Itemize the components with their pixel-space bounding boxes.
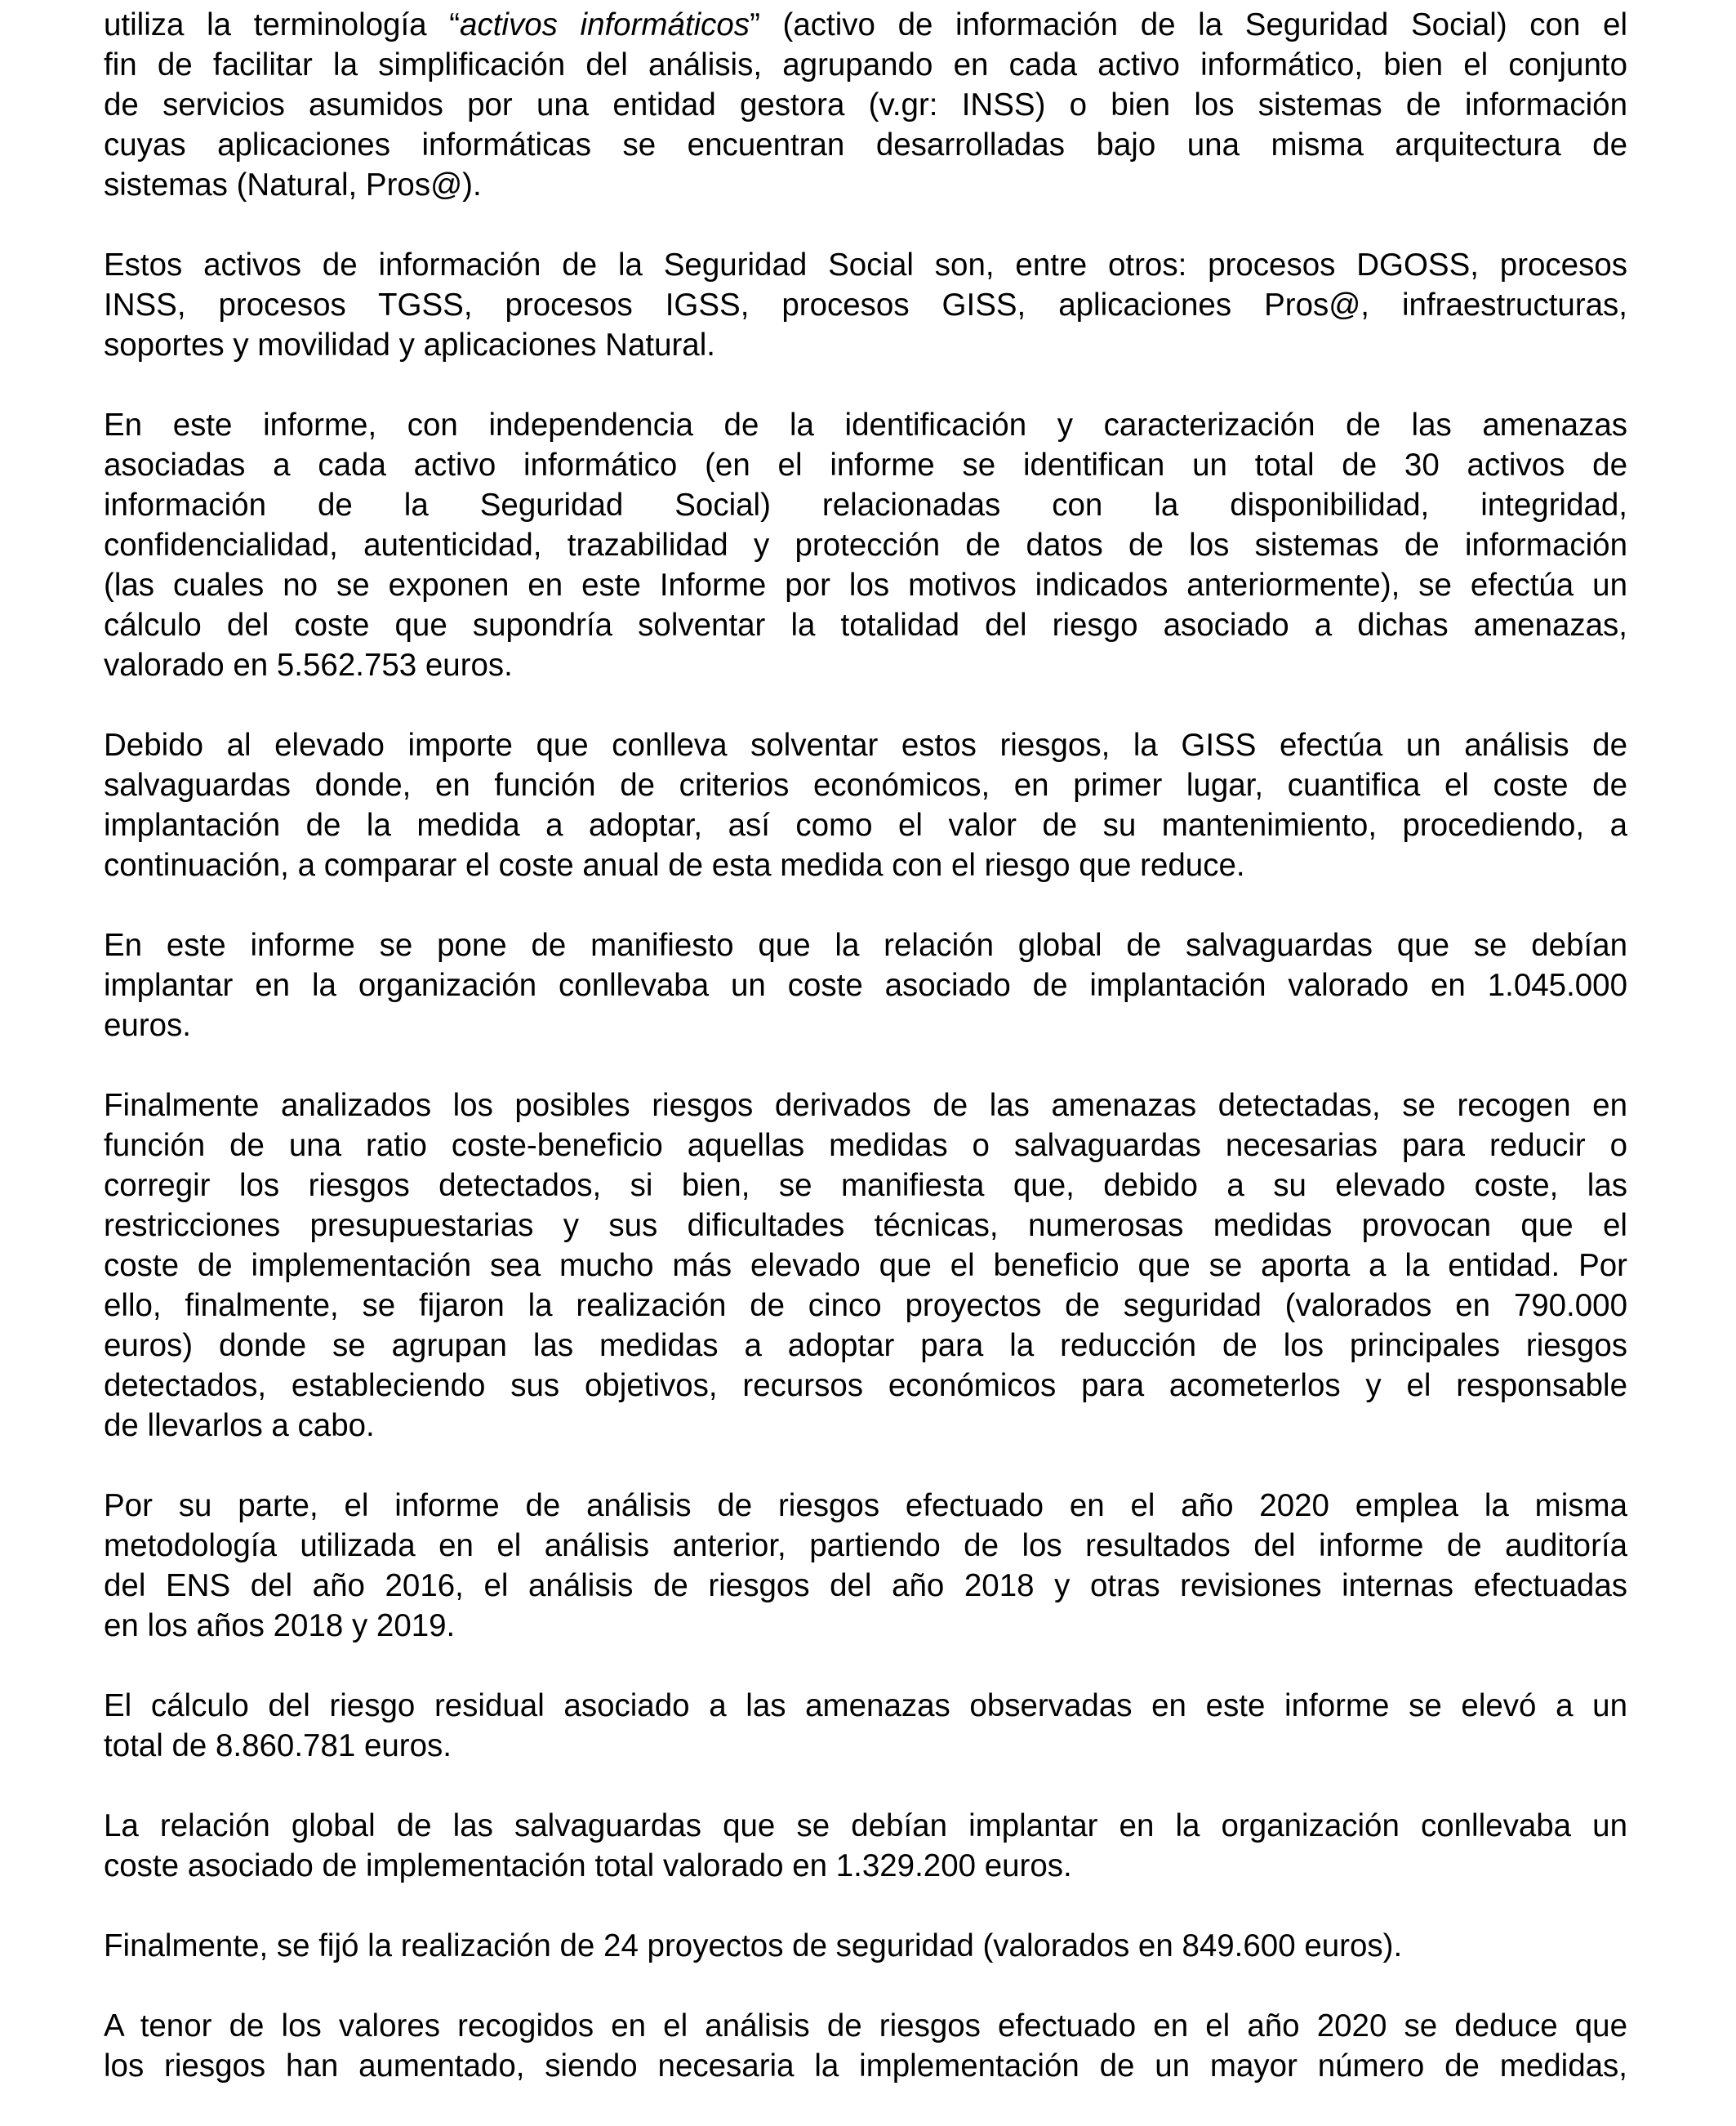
text-line: euros) donde se agrupan las medidas a adoptar para la reducción de los principales riesgos	[104, 1328, 1627, 1363]
text-line: cálculo del coste que supondría solventar la totalidad del riesgo asociado a dichas amenazas,	[104, 608, 1627, 643]
text-line: coste asociado de implementación total valorado en 1.329.200 euros.	[104, 1848, 1072, 1883]
text-line: confidencialidad, autenticidad, trazabilidad y protección de datos de los sistemas de información	[104, 528, 1627, 563]
text-line: implantar en la organización conllevaba un coste asociado de implantación valorado en 1.045.000	[104, 968, 1627, 1003]
text-line: Estos activos de información de la Seguridad Social son, entre otros: procesos DGOSS, procesos	[104, 247, 1627, 283]
paragraph	[104, 925, 1627, 1045]
text-line: INSS, procesos TGSS, procesos IGSS, procesos GISS, aplicaciones Pros@, infraestructuras,	[104, 287, 1627, 323]
text-line: metodología utilizada en el análisis anterior, partiendo de los resultados del informe de auditoría	[104, 1528, 1627, 1563]
text-line: Debido al elevado importe que conlleva solventar estos riesgos, la GISS efectúa un análisis de	[104, 728, 1627, 763]
paragraph	[104, 725, 1627, 885]
text-line: cuyas aplicaciones informáticas se encuentran desarrolladas bajo una misma arquitectura de	[104, 127, 1627, 163]
text-line: euros.	[104, 1008, 192, 1043]
document-body	[104, 5, 1627, 2126]
text-line: salvaguardas donde, en función de criterios económicos, en primer lugar, cuantifica el coste de	[104, 768, 1627, 803]
paragraph	[104, 405, 1627, 685]
paragraph	[104, 1085, 1627, 1446]
text-line: de servicios asumidos por una entidad gestora (v.gr: INSS) o bien los sistemas de información	[104, 87, 1627, 123]
text-line: A tenor de los valores recogidos en el análisis de riesgos efectuado en el año 2020 se deduce que	[104, 2008, 1627, 2044]
text-line: los riesgos han aumentado, siendo necesaria la implementación de un mayor número de medidas,	[104, 2048, 1627, 2084]
text-line: implantación de la medida a adoptar, así como el valor de su mantenimiento, procediendo, a	[104, 808, 1627, 843]
text-line: En este informe se pone de manifiesto que la relación global de salvaguardas que se debían	[104, 928, 1627, 963]
text-line: valorado en 5.562.753 euros.	[104, 648, 513, 683]
text-line: continuación, a comparar el coste anual de esta medida con el riesgo que reduce.	[104, 848, 1245, 883]
text-line: Finalmente analizados los posibles riesgos derivados de las amenazas detectadas, se recogen en	[104, 1088, 1627, 1123]
italic-term: activos informáticos	[460, 7, 750, 42]
paragraph	[104, 245, 1627, 365]
text-line: detectados, estableciendo sus objetivos, recursos económicos para acometerlos y el responsable	[104, 1368, 1627, 1403]
text-line: corregir los riesgos detectados, si bien, se manifiesta que, debido a su elevado coste, las	[104, 1168, 1627, 1203]
text-line: (las cuales no se exponen en este Informe por los motivos indicados anteriormente), se efectúa un	[104, 568, 1627, 603]
paragraph	[104, 1806, 1627, 1886]
text-line: total de 8.860.781 euros.	[104, 1728, 452, 1763]
paragraph	[104, 2006, 1627, 2086]
text-line: soportes y movilidad y aplicaciones Natural.	[104, 328, 715, 363]
text-line: fin de facilitar la simplificación del análisis, agrupando en cada activo informático, bien el conjunto	[104, 47, 1627, 82]
text-line: sistemas (Natural, Pros@).	[104, 167, 482, 203]
paragraph	[104, 5, 1627, 205]
text-line: En este informe, con independencia de la identificación y caracterización de las amenazas	[104, 408, 1627, 443]
text-line: La relación global de las salvaguardas que se debían implantar en la organización conllevaba un	[104, 1808, 1627, 1843]
text-line: restricciones presupuestarias y sus dificultades técnicas, numerosas medidas provocan que el	[104, 1208, 1627, 1243]
text-line: Finalmente, se fijó la realización de 24 proyectos de seguridad (valorados en 849.600 euros).	[104, 1928, 1403, 1963]
text-line: ello, finalmente, se fijaron la realización de cinco proyectos de seguridad (valorados en 790.000	[104, 1288, 1627, 1323]
text-line	[104, 5, 1627, 45]
text-line: El cálculo del riesgo residual asociado a las amenazas observadas en este informe se elevó a un	[104, 1688, 1627, 1723]
text-line: coste de implementación sea mucho más elevado que el beneficio que se aporta a la entidad. Por	[104, 1248, 1627, 1283]
text-line: de llevarlos a cabo.	[104, 1408, 375, 1443]
text-line: función de una ratio coste-beneficio aquellas medidas o salvaguardas necesarias para reducir o	[104, 1128, 1627, 1163]
text-line: asociadas a cada activo informático (en el informe se identifican un total de 30 activos de	[104, 448, 1627, 483]
text-line: del ENS del año 2016, el análisis de riesgos del año 2018 y otras revisiones internas efectuadas	[104, 1568, 1627, 1603]
text-line: Por su parte, el informe de análisis de riesgos efectuado en el año 2020 emplea la misma	[104, 1488, 1627, 1523]
text-line: en los años 2018 y 2019.	[104, 1608, 456, 1643]
text-segment: ” (activo de información de la Seguridad Social) con el	[750, 7, 1627, 42]
text-segment: utiliza la terminología “	[104, 7, 461, 42]
paragraph	[104, 1486, 1627, 1646]
paragraph	[104, 1686, 1627, 1766]
text-line: información de la Seguridad Social) relacionadas con la disponibilidad, integridad,	[104, 488, 1627, 523]
paragraph	[104, 1926, 1627, 1966]
